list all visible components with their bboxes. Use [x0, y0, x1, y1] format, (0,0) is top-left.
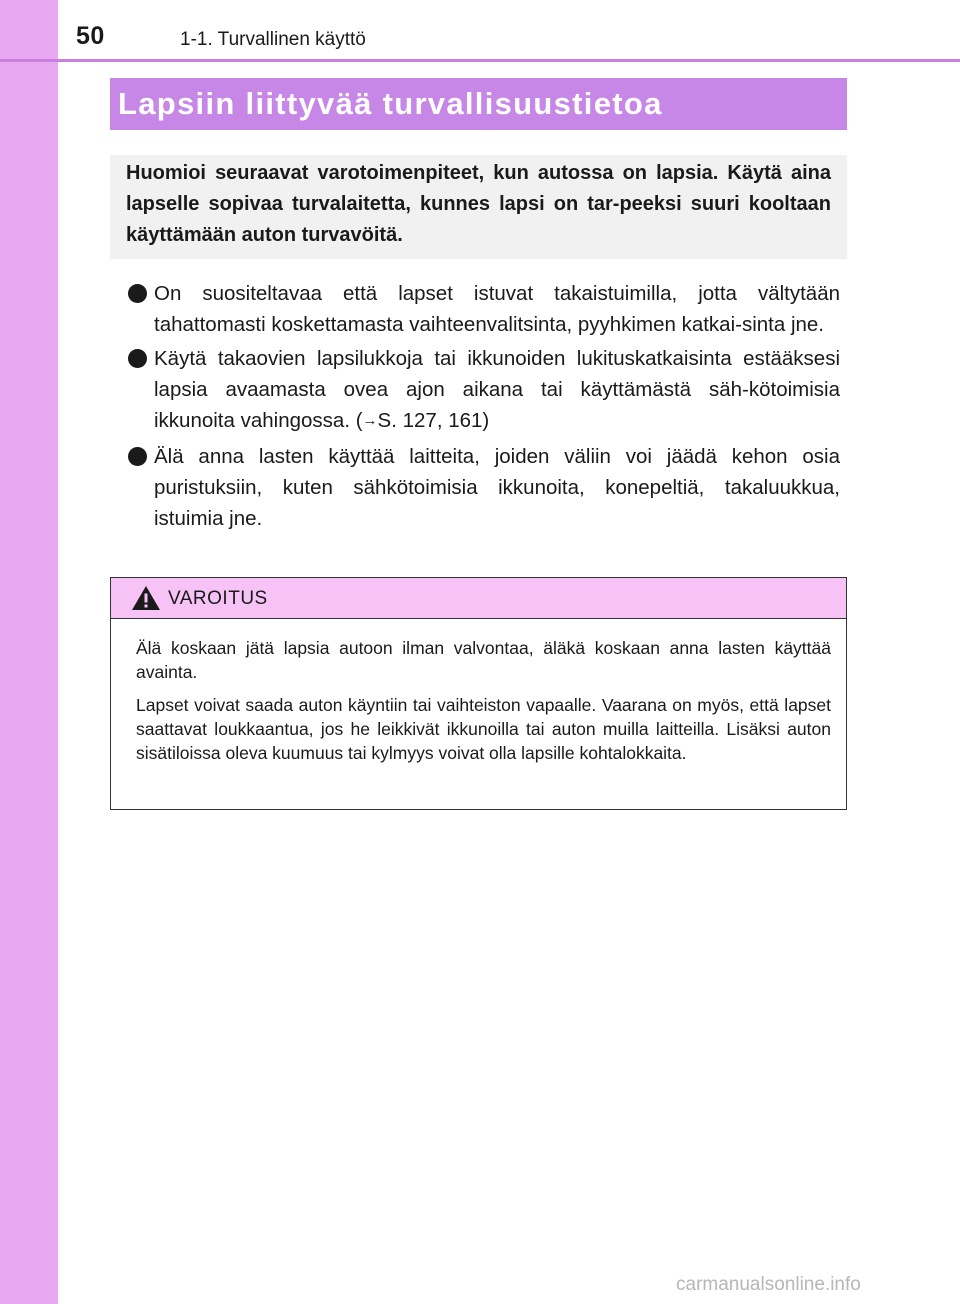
warning-body — [111, 619, 846, 765]
list-item-text: On suositeltavaa että lapset istuvat takaistuimilla, jotta vältytään tahattomasti koskettamasta vaihteenvalitsinta, pyyhkimen katkai-sinta jne. — [154, 282, 840, 336]
page-title: Lapsiin liittyvää turvallisuustietoa — [118, 86, 663, 121]
header-divider — [0, 59, 960, 62]
warning-header — [111, 578, 846, 619]
bullet-icon — [128, 284, 147, 303]
warning-paragraph: Älä koskaan jätä lapsia autoon ilman valvontaa, äläkä koskaan anna lasten käyttää avainta. — [136, 638, 831, 682]
bullet-icon — [128, 349, 147, 368]
bullet-list — [126, 278, 840, 537]
warning-triangle-icon — [131, 585, 161, 611]
section-label: 1-1. Turvallinen käyttö — [180, 29, 366, 50]
arrow-right-icon: → — [362, 412, 378, 429]
page-reference-link[interactable]: S. 127, 161) — [377, 409, 490, 432]
list-item-text: Käytä takaovien lapsilukkoja tai ikkunoiden lukituskatkaisinta estääksesi lapsia avaamasta ovea ajon aikana tai käyttämästä säh-kötoimisia ikkunoita vahingossa. ( — [154, 347, 840, 432]
bullet-icon — [128, 447, 147, 466]
title-bar — [110, 78, 847, 130]
side-color-strip — [0, 0, 58, 1304]
page-number: 50 — [76, 22, 105, 50]
list-item-text: Älä anna lasten käyttää laitteita, joiden väliin voi jäädä kehon osia puristuksiin, kuten sähkötoimisia ikkunoita, konepeltiä, takaluukkua, istuimia jne. — [154, 445, 840, 530]
intro-box — [110, 155, 847, 259]
list-item — [126, 278, 840, 340]
intro-text: Huomioi seuraavat varotoimenpiteet, kun autossa on lapsia. Käytä aina lapselle sopivaa turvalaitetta, kunnes lapsi on tar-peeksi suuri kooltaan käyttämään auton turvavöitä. — [126, 162, 831, 246]
list-item — [126, 343, 840, 438]
warning-paragraph: Lapset voivat saada auton käyntiin tai vaihteiston vapaalle. Vaarana on myös, että lapset saattavat loukkaantua, jos he leikkivät ikkunoilla tai auton muilla laitteilla. Lisäksi auton sisätiloissa oleva kuumuus tai kylmyys voivat olla lapsille kohtalokkaita. — [136, 695, 831, 763]
list-item — [126, 441, 840, 534]
watermark: carmanualsonline.info — [676, 1274, 861, 1295]
warning-box — [110, 577, 847, 810]
warning-title: VAROITUS — [168, 588, 268, 609]
